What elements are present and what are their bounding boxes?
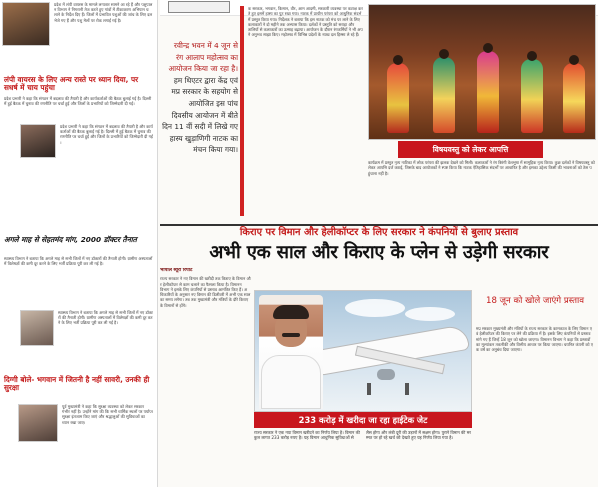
side-headline: 18 जून को खोले जाएंगे प्रस्ताव: [486, 296, 584, 306]
side-article-text: मप्र सरकार मुख्यमंत्री और मंत्रियों के राज्य सरकार के कामकाज के लिए विमान एवं हेलीकॉप्टर की किराए पर लेने की प्रक्रिया में है। इसके लिए कंपनियों से प्रस्ताव मांगे गए हैं जिन्हें 18 जून को खोला जाएगा। विमानन विभाग ने कहा कि प्रस्तावों का मूल्यांकन तकनीकी और वित्तीय आधार पर किया जाएगा। चयनित कंपनी को एक वर्ष का अनुबंध दिया जाएगा।: [476, 326, 593, 353]
top-tag-box: [168, 1, 230, 13]
left-news-column: [0, 0, 158, 487]
quote-line: दिन 11 वीं सदी में लिखे गए: [162, 122, 238, 132]
byline: भोपाल ब्यूरो रिपोर्ट: [160, 268, 193, 273]
dancer-figure: [521, 59, 543, 133]
airplane-engine: [377, 369, 395, 380]
dancer-figure: [433, 57, 455, 133]
leader-photo: [20, 124, 56, 158]
dancer-figure: [477, 51, 499, 133]
doctor-photo: [20, 310, 54, 346]
dancer-figure: [563, 63, 585, 133]
quote-line: रवीन्द्र भवन में 4 जून से: [173, 41, 238, 50]
dance-performance-photo: [368, 4, 596, 140]
quote-line: हम थिएटर द्वारा केंद्र एवं: [173, 75, 238, 85]
dance-article-text: कार्यक्रम में प्रस्तुत नृत्य नाटिका में लोक परंपरा की झलक देखने को मिली। कलाकारों ने रंग बिरंगी वेशभूषा में सामूहिक नृत्य किया। कुछ दर्शकों ने विषयवस्तु को लेकर आपत्ति दर्ज कराई, जिसके बाद आयोजकों ने स्पष्ट किया कि नाटक ऐतिहासिक संदर्भों पर आधारित है और इसका उद्देश्य किसी की भावनाओं को ठेस पहुंचाना नहीं है।: [368, 160, 595, 176]
plane-photo-caption: 233 करोड़ में खरीदा जा रहा हाईटेक जेट: [254, 412, 472, 428]
quote-line: आयोजित इस पांच: [188, 98, 238, 108]
plane-sub-headline: किराए पर विमान और हेलीकॉप्टर के लिए सरकार ने कंपनियों से बुलाए प्रस्ताव: [239, 227, 519, 238]
quote-line: हास्य खुड़ाणिगी नाटक का: [169, 133, 238, 143]
plane-photo: [254, 290, 472, 412]
plane-article-left-text: राज्य सरकार ने नए विमान की खरीदी तक किराए के विमान और हेलीकॉप्टर से काम चलाने का फैसला किया है। विमानन विभाग ने इसके लिए कंपनियों से प्रस्ताव आमंत्रित किए हैं। अधिकारियों के अनुसार नए विमान की डिलीवरी में अभी एक साल का समय लगेगा। तब तक मुख्यमंत्री और मंत्रियों के दौरे किराए के विमानों से होंगे।: [160, 276, 251, 308]
quote-line: मंचन किया गया।: [193, 145, 238, 155]
politician-photo: [2, 2, 50, 46]
section-red-bar: [240, 6, 244, 216]
left-article-text-4: स्वास्थ्य विभाग ने बताया कि अगले माह से सभी जिलों में नए डॉक्टरों की तैनाती होगी। ग्रामीण अस्पतालों में विशेषज्ञों की कमी दूर करने के लिए भर्ती प्रक्रिया पूरी कर ली गई है।: [4, 256, 153, 267]
left-article-text-3: प्रदेश प्रभारी ने कहा कि संगठन में बदलाव की तैयारी है और कार्यकर्ताओं की बैठक बुलाई गई है। दिल्ली में हुई बैठक में चुनाव की रणनीति पर चर्चा हुई और जिलों के प्रभारियों को जिम्मेदारी दी गई।: [60, 124, 153, 145]
dancer-figure: [387, 63, 409, 133]
left-headline-1: लंपी वायरस के लिए अन्य रास्ते पर ध्यान दिया, पर सधर्ष में चाय पहुंचा: [4, 75, 139, 93]
quote-line: रंग आलाप महोत्सव का: [176, 52, 238, 62]
left-article-text-5: स्वास्थ्य विभाग ने बताया कि अगले माह से सभी जिलों में नए डॉक्टरों की तैनाती होगी। ग्रामीण अस्पतालों में विशेषज्ञों की कमी दूर करने के लिए भर्ती प्रक्रिया पूरी कर ली गई है।: [58, 310, 153, 326]
chief-minister-portrait: [259, 295, 323, 409]
theatre-article-text: क सरकार, भगवान, किसान, वीर, आम आदमी, सरकारी व्यवस्था पर कटाक्ष करते हुए इसमें हास्य का पुट रखा गया। नाटक में प्राचीन परंपरा को आधुनिक संदर्भ में प्रस्तुत किया गया। निर्देशक ने बताया कि इस नाटक को मंच पर लाने के लिए कलाकारों ने दो महीने तक अभ्यास किया। दर्शकों ने प्रस्तुति को सराहा और तालियों से कलाकारों का उत्साह बढ़ाया। आयोजन के दौरान रंगकर्मियों ने भी अपने अनुभव साझा किए। महोत्सव में विभिन्न प्रदेशों के नाट्य दल हिस्सा ले रहे हैं।: [248, 6, 363, 38]
quote-line: दिवसीय आयोजन में बीते: [171, 110, 238, 120]
digvijay-photo: [18, 404, 58, 442]
quote-line: मप्र सरकार के सहयोग से: [171, 87, 238, 97]
left-headline-2: अगले माह से सेहतमंद मांग, 2000 डॉक्टर तैनात: [4, 235, 137, 244]
left-article-text-1: प्रदेश में लंपी वायरस के मामले लगातार सामने आ रहे हैं और पशुपालन विभाग ने निगरानी तेज करते हुए गांवों में टीकाकरण अभियान चलाने के निर्देश दिए हैं। जिलों में प्रभावित पशुओं की जांच के लिए दल भेजे गए हैं और पशु मेलों पर रोक लगाई गई है।: [54, 2, 153, 23]
plane-article-left: [160, 268, 252, 484]
dance-caption: विषयवस्तु को लेकर आपत्ति: [398, 141, 543, 158]
theatre-quote-box: [162, 40, 238, 200]
left-article-text-6: पूर्व मुख्यमंत्री ने कहा कि सुरक्षा व्यवस्था को लेकर सरकार गंभीर नहीं है। उन्होंने मांग की कि सभी धार्मिक स्थलों पर पर्याप्त सुरक्षा इंतजाम किए जाएं और श्रद्धालुओं की सुविधाओं का ध्यान रखा जाए।: [62, 404, 153, 425]
left-article-text-2: प्रदेश प्रभारी ने कहा कि संगठन में बदलाव की तैयारी है और कार्यकर्ताओं की बैठक बुलाई गई है। दिल्ली में हुई बैठक में चुनाव की रणनीति पर चर्चा हुई और जिलों के प्रभारियों को जिम्मेदारी दी गई।: [4, 96, 152, 107]
quote-line: आयोजन किया जा रहा है।: [168, 64, 238, 74]
airplane-icon: [314, 324, 470, 376]
plane-article-bottom: राज्य सरकार ने एक नया विमान खरीदने का निर्णय लिया है। विमान की कुल लागत 233 करोड़ रुपए है। यह विमान आधुनिक सुविधाओं से लैस होगा और लंबी दूरी की उड़ानों में सक्षम होगा। पुराने विमान की मरम्मत पर हो रहे खर्च को देखते हुए यह निर्णय लिया गया है।: [254, 430, 471, 441]
plane-main-headline: अभी एक साल और किराए के प्लेन से उड़ेगी सरकार: [209, 242, 549, 263]
left-headline-3: दिग्गी बोले- भगवान में जितनी है नहीं सावरी, उनकी ही सुरक्षा: [4, 375, 150, 393]
